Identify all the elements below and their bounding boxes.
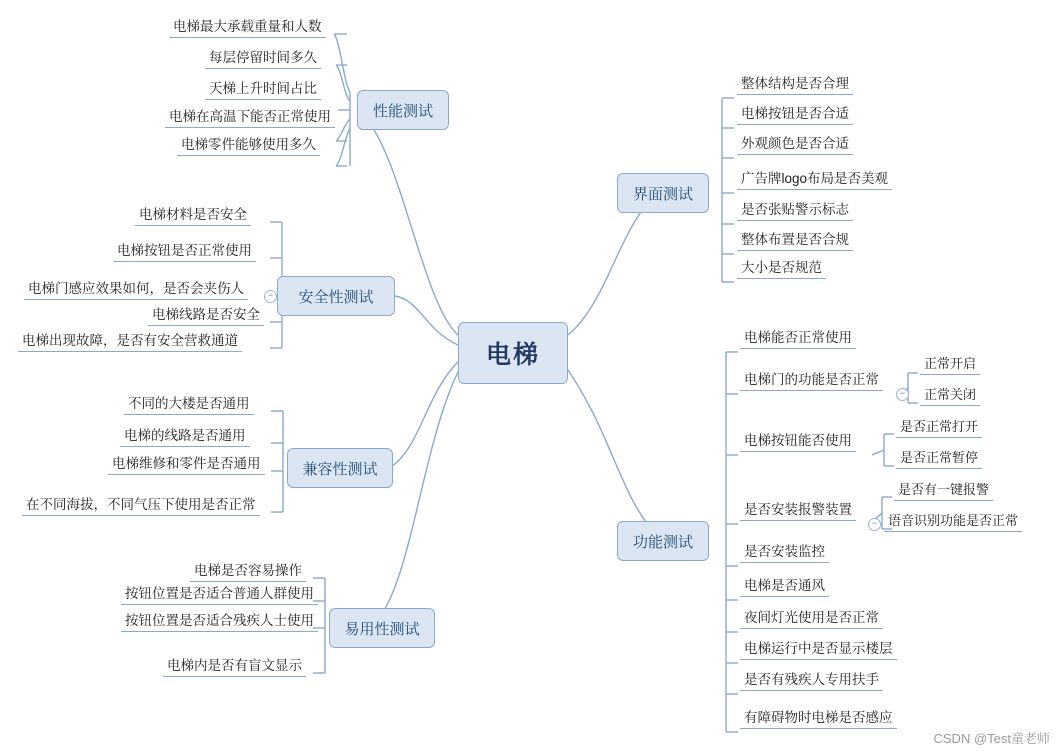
leaf-label: 电梯最大承载重量和人数 — [169, 19, 326, 38]
branch-performance[interactable] — [357, 90, 449, 130]
leaf-compatibility-3[interactable] — [108, 455, 265, 475]
leaf-performance-1[interactable] — [169, 18, 326, 38]
leaf-function-4-2[interactable] — [884, 512, 1022, 532]
leaf-label: 是否有一键报警 — [894, 482, 993, 501]
leaf-label: 电梯维修和零件是否通用 — [108, 456, 265, 475]
leaf-label: 是否张贴警示标志 — [737, 202, 853, 221]
leaf-function-2-1[interactable] — [920, 355, 980, 375]
leaf-usability-1[interactable] — [190, 562, 306, 582]
leaf-label: 有障碍物时电梯是否感应 — [740, 710, 897, 729]
watermark: CSDN @Test童老师 — [933, 731, 1050, 746]
leaf-label: 是否正常打开 — [896, 419, 982, 438]
leaf-interface-4[interactable] — [737, 170, 892, 190]
collapse-toggle-safety[interactable] — [264, 290, 277, 303]
leaf-label: 广告牌logo布局是否美观 — [737, 171, 892, 190]
leaf-function-4[interactable] — [740, 501, 856, 521]
leaf-function-9[interactable] — [740, 671, 883, 691]
leaf-function-3-1[interactable] — [896, 418, 982, 438]
branch-usability[interactable] — [329, 608, 435, 648]
leaf-function-1[interactable] — [740, 329, 856, 349]
branch-function-label: 功能测试 — [632, 533, 693, 551]
leaf-label: 电梯门感应效果如何，是否会夹伤人 — [24, 281, 248, 300]
leaf-label: 电梯运行中是否显示楼层 — [740, 641, 897, 660]
branch-safety-label: 安全性测试 — [298, 288, 374, 306]
branch-compatibility-label: 兼容性测试 — [302, 460, 378, 478]
leaf-label: 整体结构是否合理 — [737, 76, 853, 95]
leaf-label: 电梯线路是否安全 — [148, 307, 264, 326]
leaf-safety-4[interactable] — [148, 306, 264, 326]
root-node[interactable] — [458, 322, 568, 384]
leaf-compatibility-4[interactable] — [22, 496, 260, 516]
leaf-label: 是否有残疾人专用扶手 — [740, 672, 883, 691]
branch-safety[interactable] — [277, 276, 395, 316]
leaf-performance-3[interactable] — [205, 80, 321, 100]
leaf-label: 在不同海拔，不同气压下使用是否正常 — [22, 497, 260, 516]
branch-interface-label: 界面测试 — [632, 185, 693, 203]
leaf-label: 电梯是否容易操作 — [190, 563, 306, 582]
leaf-compatibility-2[interactable] — [120, 427, 250, 447]
leaf-performance-4[interactable] — [165, 108, 335, 128]
leaf-function-10[interactable] — [740, 709, 897, 729]
collapse-toggle-label: − — [899, 388, 906, 398]
leaf-label: 是否正常暂停 — [896, 450, 982, 469]
branch-interface[interactable] — [617, 173, 709, 213]
collapse-toggle-label: − — [871, 518, 878, 528]
leaf-label: 电梯的线路是否通用 — [120, 428, 250, 447]
leaf-interface-5[interactable] — [737, 201, 853, 221]
leaf-function-3[interactable] — [740, 432, 856, 452]
leaf-function-6[interactable] — [740, 577, 829, 597]
leaf-label: 按钮位置是否适合残疾人士使用 — [121, 613, 318, 632]
leaf-interface-3[interactable] — [737, 135, 853, 155]
leaf-label: 电梯内是否有盲文显示 — [163, 658, 306, 677]
leaf-label: 按钮位置是否适合普通人群使用 — [121, 586, 318, 605]
leaf-label: 电梯按钮是否正常使用 — [113, 243, 256, 262]
leaf-performance-2[interactable] — [205, 49, 321, 69]
leaf-interface-7[interactable] — [737, 259, 826, 279]
leaf-performance-5[interactable] — [177, 136, 320, 156]
leaf-label: 大小是否规范 — [737, 260, 826, 279]
leaf-compatibility-1[interactable] — [124, 395, 254, 415]
leaf-function-2-2[interactable] — [920, 386, 980, 406]
leaf-safety-5[interactable] — [18, 332, 242, 352]
leaf-label: 外观颜色是否合适 — [737, 136, 853, 155]
leaf-usability-3[interactable] — [121, 612, 318, 632]
leaf-function-3-2[interactable] — [896, 449, 982, 469]
leaf-label: 语音识别功能是否正常 — [884, 513, 1022, 532]
leaf-safety-2[interactable] — [113, 242, 256, 262]
leaf-usability-2[interactable] — [121, 585, 318, 605]
leaf-interface-2[interactable] — [737, 105, 853, 125]
leaf-label: 夜间灯光使用是否正常 — [740, 610, 883, 629]
leaf-interface-6[interactable] — [737, 231, 853, 251]
leaf-label: 电梯按钮是否合适 — [737, 106, 853, 125]
leaf-label: 天梯上升时间占比 — [205, 81, 321, 100]
branch-function[interactable] — [617, 521, 709, 561]
leaf-label: 电梯材料是否安全 — [135, 207, 251, 226]
leaf-label: 电梯门的功能是否正常 — [740, 372, 883, 391]
leaf-interface-1[interactable] — [737, 75, 853, 95]
leaf-label: 电梯按钮能否使用 — [740, 433, 856, 452]
leaf-safety-3[interactable] — [24, 280, 248, 300]
leaf-function-2[interactable] — [740, 371, 883, 391]
collapse-toggle-door[interactable] — [896, 388, 909, 401]
root-label: 电梯 — [485, 341, 540, 369]
leaf-label: 是否安装报警装置 — [740, 502, 856, 521]
leaf-label: 是否安装监控 — [740, 544, 829, 563]
branch-usability-label: 易用性测试 — [344, 620, 420, 638]
leaf-function-8[interactable] — [740, 640, 897, 660]
leaf-label: 电梯是否通风 — [740, 578, 829, 597]
collapse-toggle-label: − — [267, 290, 274, 300]
leaf-safety-1[interactable] — [135, 206, 251, 226]
leaf-label: 每层停留时间多久 — [205, 50, 321, 69]
leaf-label: 整体布置是否合规 — [737, 232, 853, 251]
leaf-label: 电梯在高温下能否正常使用 — [165, 109, 335, 128]
leaf-label: 正常开启 — [920, 356, 980, 375]
leaf-label: 正常关闭 — [920, 387, 980, 406]
leaf-label: 电梯能否正常使用 — [740, 330, 856, 349]
leaf-label: 不同的大楼是否通用 — [124, 396, 254, 415]
leaf-label: 电梯零件能够使用多久 — [177, 137, 320, 156]
leaf-function-4-1[interactable] — [894, 481, 993, 501]
branch-compatibility[interactable] — [287, 448, 393, 488]
leaf-function-7[interactable] — [740, 609, 883, 629]
branch-performance-label: 性能测试 — [372, 102, 433, 120]
leaf-function-5[interactable] — [740, 543, 829, 563]
leaf-usability-4[interactable] — [163, 657, 306, 677]
collapse-toggle-alarm[interactable] — [868, 518, 881, 531]
leaf-label: 电梯出现故障，是否有安全营救通道 — [18, 333, 242, 352]
